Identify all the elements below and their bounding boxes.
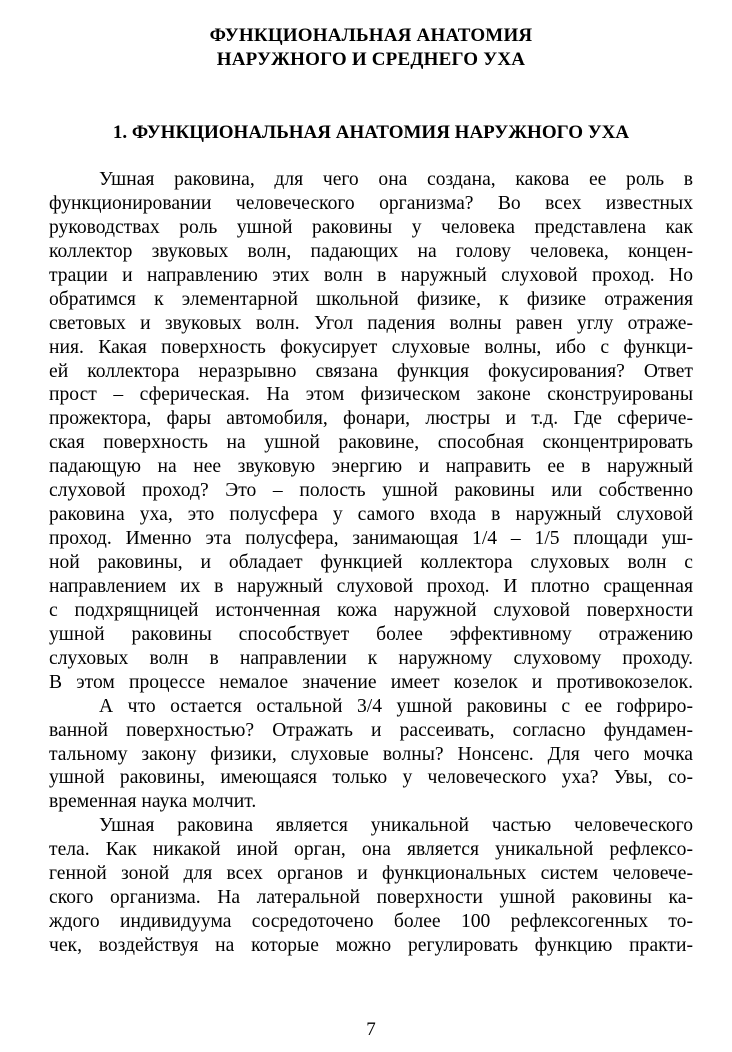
chapter-title — [49, 24, 693, 72]
text-line: временная наука молчит. — [49, 791, 257, 813]
page-number: 7 — [366, 1019, 376, 1040]
text-line: слуховых волн в направлении к наружному слуховому проходу. — [49, 647, 693, 669]
text-line: генной зоной для всех органов и функциональных систем человече- — [49, 863, 693, 885]
text-line: ского организма. На латеральной поверхности ушной раковины ка- — [49, 887, 693, 909]
text-line: ванной поверхностью? Отражать и рассеивать, согласно фундамен- — [49, 719, 693, 741]
text-line: с подхрящницей истонченная кожа наружной слуховой поверхности — [49, 599, 693, 621]
text-line: прожектора, фары автомобиля, фонари, люстры и т.д. Где сфериче- — [49, 408, 693, 430]
chapter-title-line-1: ФУНКЦИОНАЛЬНАЯ АНАТОМИЯ — [209, 25, 533, 46]
text-line: ждого индивидуума сосредоточено более 100 рефлексогенных то- — [49, 911, 693, 933]
text-line: ной раковины, и обладает функцией коллектора слуховых волн с — [49, 552, 693, 573]
text-line: направлением их в наружный слуховой проход. И плотно сращенная — [49, 575, 693, 597]
text-line: проход. Именно эта полусфера, занимающая 1/4 – 1/5 площади уш- — [49, 528, 693, 550]
text-line: чек, воздействуя на которые можно регулировать функцию практи- — [49, 935, 693, 956]
body-text — [49, 168, 693, 958]
text-line: раковина уха, это полусфера у самого входа в наружный слуховой — [49, 504, 693, 526]
text-line: трации и направлению этих волн в наружный слуховой проход. Но — [49, 264, 693, 286]
chapter-title-line-2: НАРУЖНОГО И СРЕДНЕГО УХА — [216, 49, 526, 70]
text-line: руководствах роль ушной раковины у человека представлена как — [49, 216, 693, 238]
text-line: ская поверхность на ушной раковине, способная сконцентрировать — [49, 432, 693, 454]
text-line: А что остается остальной 3/4 ушной раковины с ее гофриро- — [99, 695, 693, 717]
text-line: падающую на нее звуковую энергию и направить ее в наружный — [49, 456, 693, 478]
section-heading: 1. ФУНКЦИОНАЛЬНАЯ АНАТОМИЯ НАРУЖНОГО УХА — [112, 122, 630, 143]
text-line: ей коллектора неразрывно связана функция фокусирования? Ответ — [49, 360, 693, 382]
document-page — [49, 0, 693, 1052]
text-line: В этом процессе немалое значение имеет козелок и противокозелок. — [49, 671, 693, 693]
text-line: Ушная раковина является уникальной частью человеческого — [99, 815, 693, 837]
text-line: слуховой проход? Это – полость ушной раковины или собственно — [49, 480, 693, 502]
text-line: световых и звуковых волн. Угол падения волны равен углу отраже- — [49, 312, 693, 334]
text-line: обратимся к элементарной школьной физике, к физике отражения — [49, 288, 693, 310]
text-line: функционировании человеческого организма? Во всех известных — [49, 192, 693, 214]
text-line: ушной раковины, имеющаяся только у человеческого уха? Увы, со- — [49, 767, 693, 789]
text-line: ушной раковины способствует более эффективному отражению — [49, 623, 693, 645]
text-line: тальному закону физики, слуховые волны? Нонсенс. Для чего мочка — [49, 743, 693, 765]
text-line: Ушная раковина, для чего она создана, какова ее роль в — [99, 169, 693, 190]
text-line: коллектор звуковых волн, падающих на голову человека, концен- — [49, 240, 693, 262]
text-line: тела. Как никакой иной орган, она является уникальной рефлексо- — [49, 839, 693, 861]
text-line: прост – сферическая. На этом физическом законе сконструированы — [49, 384, 693, 406]
text-line: ния. Какая поверхность фокусирует слуховые волны, ибо с функци- — [49, 336, 693, 358]
